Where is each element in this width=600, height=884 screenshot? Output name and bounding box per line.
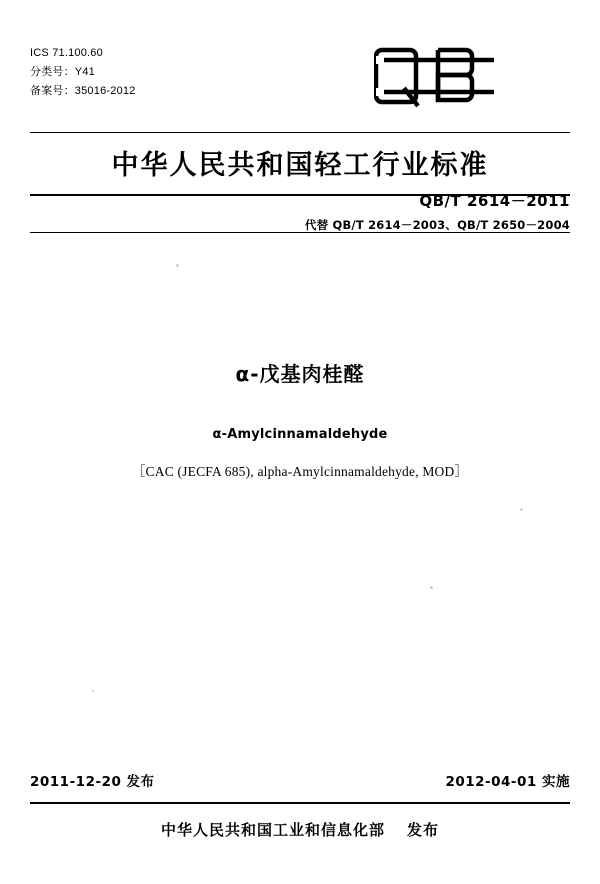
subject-reference: ［CAC (JECFA 685), alpha-Amylcinnamaldehyde, MOD］ [131, 464, 469, 479]
issuer-organization: 中华人民共和国工业和信息化部 [160, 821, 385, 839]
dates-row [30, 770, 570, 790]
implementation-date: 2012-04-01 实施 [445, 774, 570, 790]
qb-logo-icon [374, 36, 494, 120]
scan-speckle [520, 508, 523, 511]
scan-speckle [176, 264, 179, 267]
title-area [30, 132, 570, 196]
subject-chinese-name: α-戊基肉桂醛 [235, 362, 365, 386]
classification-number: 分类号：Y41 [30, 66, 95, 78]
scan-speckle [430, 586, 433, 589]
record-number: 备案号：35016-2012 [30, 85, 136, 97]
subject-block [0, 358, 600, 480]
subject-english-name: α-Amylcinnamaldehyde [212, 427, 388, 442]
standard-replaces: 代替 QB/T 2614－2003、QB/T 2650－2004 [304, 218, 570, 232]
standard-number-block [305, 190, 570, 233]
standard-rule [30, 232, 570, 233]
cover-header [30, 44, 570, 134]
page-title: 中华人民共和国轻工行业标准 [111, 150, 489, 181]
standard-number: QB/T 2614－2011 [419, 192, 570, 210]
footer-rule [30, 802, 570, 804]
issuer-row [0, 819, 600, 840]
ics-metadata-block [30, 44, 136, 101]
scan-speckle [92, 690, 94, 692]
issuer-action: 发布 [407, 821, 440, 839]
ics-number: ICS 71.100.60 [30, 47, 103, 59]
issue-date: 2011-12-20 发布 [30, 774, 155, 790]
